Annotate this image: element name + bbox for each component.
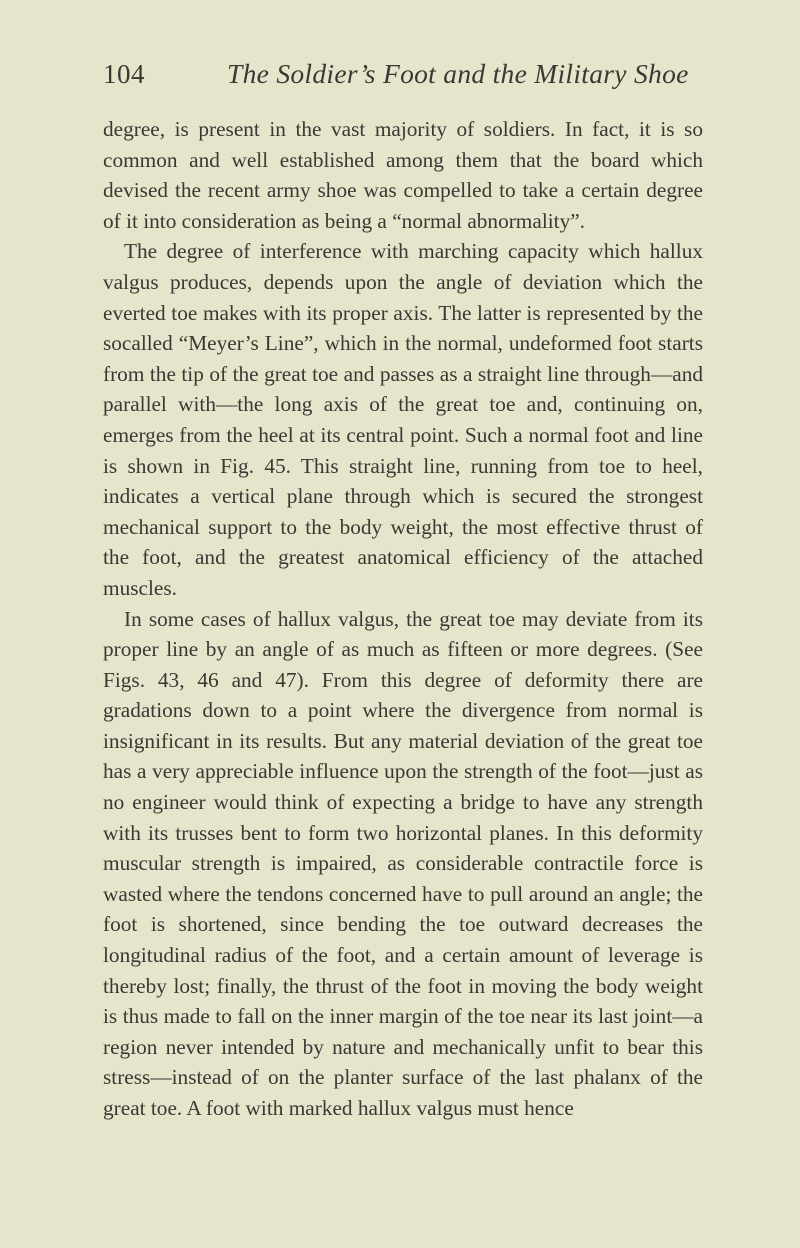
paragraph-continued: degree, is present in the vast majority of soldiers. In fact, it is so common and well established among them that the board which devised the recent army shoe was compelled to take a certain degree of it into consideration as being a “normal abnormality”. [103, 117, 703, 233]
body-text [103, 114, 703, 1124]
running-title: The Soldier’s Foot and the Military Shoe [227, 58, 689, 89]
paragraph-deviation: In some cases of hallux valgus, the great toe may deviate from its proper line by an angle of as much as fifteen or more degrees. (See Figs. 43, 46 and 47). From this degree of deformity there are gradations down to a point where the divergence from normal is insignificant in its results. But any material deviation of the great toe has a very appreciable influence upon the strength of the foot—just as no engineer would think of expecting a bridge to have any strength with its trusses bent to form two horizontal planes. In this deformity muscular strength is impaired, as considerable contractile force is wasted where the tendons concerned have to pull around an angle; the foot is shortened, since bending the toe outward decreases the longitudinal radius of the foot, and a certain amount of leverage is thereby lost; finally, the thrust of the foot in moving the body weight is thus made to fall on the inner margin of the toe near its last joint—a region never intended by nature and mechanically unfit to bear this stress—instead of on the planter surface of the last phalanx of the great toe. A foot with marked hallux valgus must hence [103, 606, 703, 1120]
running-header [103, 58, 703, 98]
page-number: 104 [103, 59, 145, 89]
paragraph-meyers-line: The degree of interference with marching capacity which hallux valgus produces, depends upon the angle of deviation which the everted toe makes with its proper axis. The latter is represented by the socalled “Meyer’s Line”, which in the normal, undeformed foot starts from the tip of the great toe and passes as a straight line through—and parallel with—the long axis of the great toe and, continuing on, emerges from the heel at its central point. Such a normal foot and line is shown in Fig. 45. This straight line, running from toe to heel, indicates a vertical plane through which is secured the strongest mechanical support to the body weight, the most effective thrust of the foot, and the greatest anatomical efficiency of the attached muscles. [103, 239, 703, 600]
